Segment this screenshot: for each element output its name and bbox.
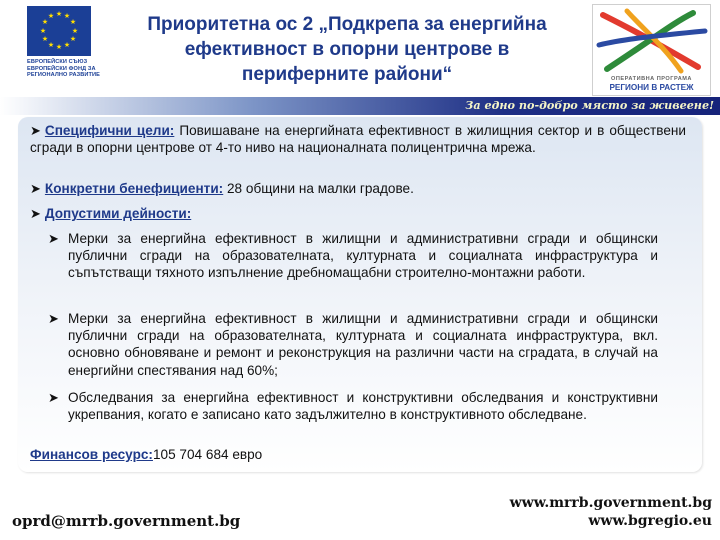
logo-cross-icon — [593, 5, 710, 77]
svg-text:★: ★ — [47, 41, 55, 49]
arrow-bullet-icon: ➤ — [30, 206, 41, 221]
arrow-bullet-icon: ➤ — [30, 181, 41, 196]
svg-text:★: ★ — [55, 43, 63, 51]
eu-flag-icon — [27, 6, 91, 56]
eu-caption-line: ЕВРОПЕЙСКИ СЪЮЗ — [27, 59, 88, 65]
specific-goals-label: Специфични цели: — [44, 123, 175, 138]
page-title-line: периферните райони“ — [241, 64, 453, 85]
svg-text:★: ★ — [41, 35, 49, 43]
eu-caption-line: РЕГИОНАЛНО РАЗВИТИЕ — [27, 72, 100, 79]
svg-text:★: ★ — [63, 41, 71, 49]
activity-item — [48, 230, 658, 282]
beneficiaries-label: Конкретни бенефициенти: — [44, 181, 224, 196]
arrow-bullet-icon: ➤ — [48, 311, 59, 326]
page-title-line: Приоритетна ос 2 „Подкрепа за енергийна — [147, 14, 547, 35]
svg-text:★: ★ — [55, 10, 63, 18]
regions-in-growth-logo — [592, 4, 711, 96]
logo-program-name: РЕГИОНИ В РАСТЕЖ — [609, 83, 694, 92]
svg-text:★: ★ — [69, 35, 77, 43]
eu-caption-line: ЕВРОПЕЙСКИ ФОНД ЗА — [27, 65, 96, 72]
arrow-bullet-icon: ➤ — [48, 390, 59, 405]
website-links — [510, 494, 712, 530]
eu-logo — [27, 6, 100, 79]
page-title-line: ефективност в опорни центрове в — [184, 39, 510, 60]
logo-program-caption: ОПЕРАТИВНА ПРОГРАМА — [611, 76, 692, 82]
activities-heading — [30, 205, 686, 222]
activities-label: Допустими дейности: — [44, 206, 192, 221]
arrow-bullet-icon: ➤ — [48, 231, 59, 246]
activity-text: Мерки за енергийна ефективност в жилищни и административни сгради и общински публични сгради на образователната, културната и социалната инфраструктура, вкл. основно обновяване и ремонт и реконструкция на различни части на сградата, в случай на енергийни спестявания над 60%; — [68, 311, 658, 378]
svg-text:★: ★ — [63, 12, 71, 20]
svg-text:★: ★ — [47, 12, 55, 20]
svg-text:★: ★ — [71, 27, 79, 35]
svg-text:★: ★ — [41, 18, 49, 26]
specific-goals-text: Повишаване на енергийната ефективност в жилищния сектор и в обществени сгради в опорни центрове от 4-то ниво на националната полицентрична мрежа. — [30, 123, 687, 156]
finance-line — [30, 447, 262, 462]
contact-email[interactable]: oprd@mrrb.government.bg — [12, 512, 241, 530]
slogan-band — [0, 97, 720, 115]
website-link[interactable]: www.mrrb.government.bg — [509, 495, 712, 511]
activity-item — [48, 389, 658, 423]
eu-stars — [27, 6, 91, 56]
activity-item — [48, 310, 658, 379]
slogan-text: За едно по-добро място за живеене! — [465, 98, 714, 112]
eu-caption — [27, 59, 100, 79]
svg-text:★: ★ — [39, 27, 47, 35]
arrow-bullet-icon: ➤ — [30, 123, 41, 138]
finance-value: 105 704 684 евро — [152, 447, 263, 462]
page-title — [108, 12, 586, 87]
activity-text: Мерки за енергийна ефективност в жилищни и административни сгради и общински публични сгради на образователната, културната и социалната инфраструктура и съпътстващи тяхното изпълнение дребномащабни строително-монтажни работи. — [68, 231, 658, 281]
beneficiaries-text: 28 общини на малки градове. — [227, 181, 414, 196]
specific-goals-paragraph — [30, 122, 686, 156]
svg-text:★: ★ — [69, 18, 77, 26]
beneficiaries-paragraph — [30, 180, 686, 197]
activity-text: Обследвания за енергийна ефективност и конструктивни обследвания и конструктивни укрепвания, когато е записано като задължително в конструктивното обследване. — [68, 390, 658, 423]
finance-label: Финансов ресурс: — [30, 447, 153, 462]
website-link[interactable]: www.bgregio.eu — [588, 513, 712, 529]
